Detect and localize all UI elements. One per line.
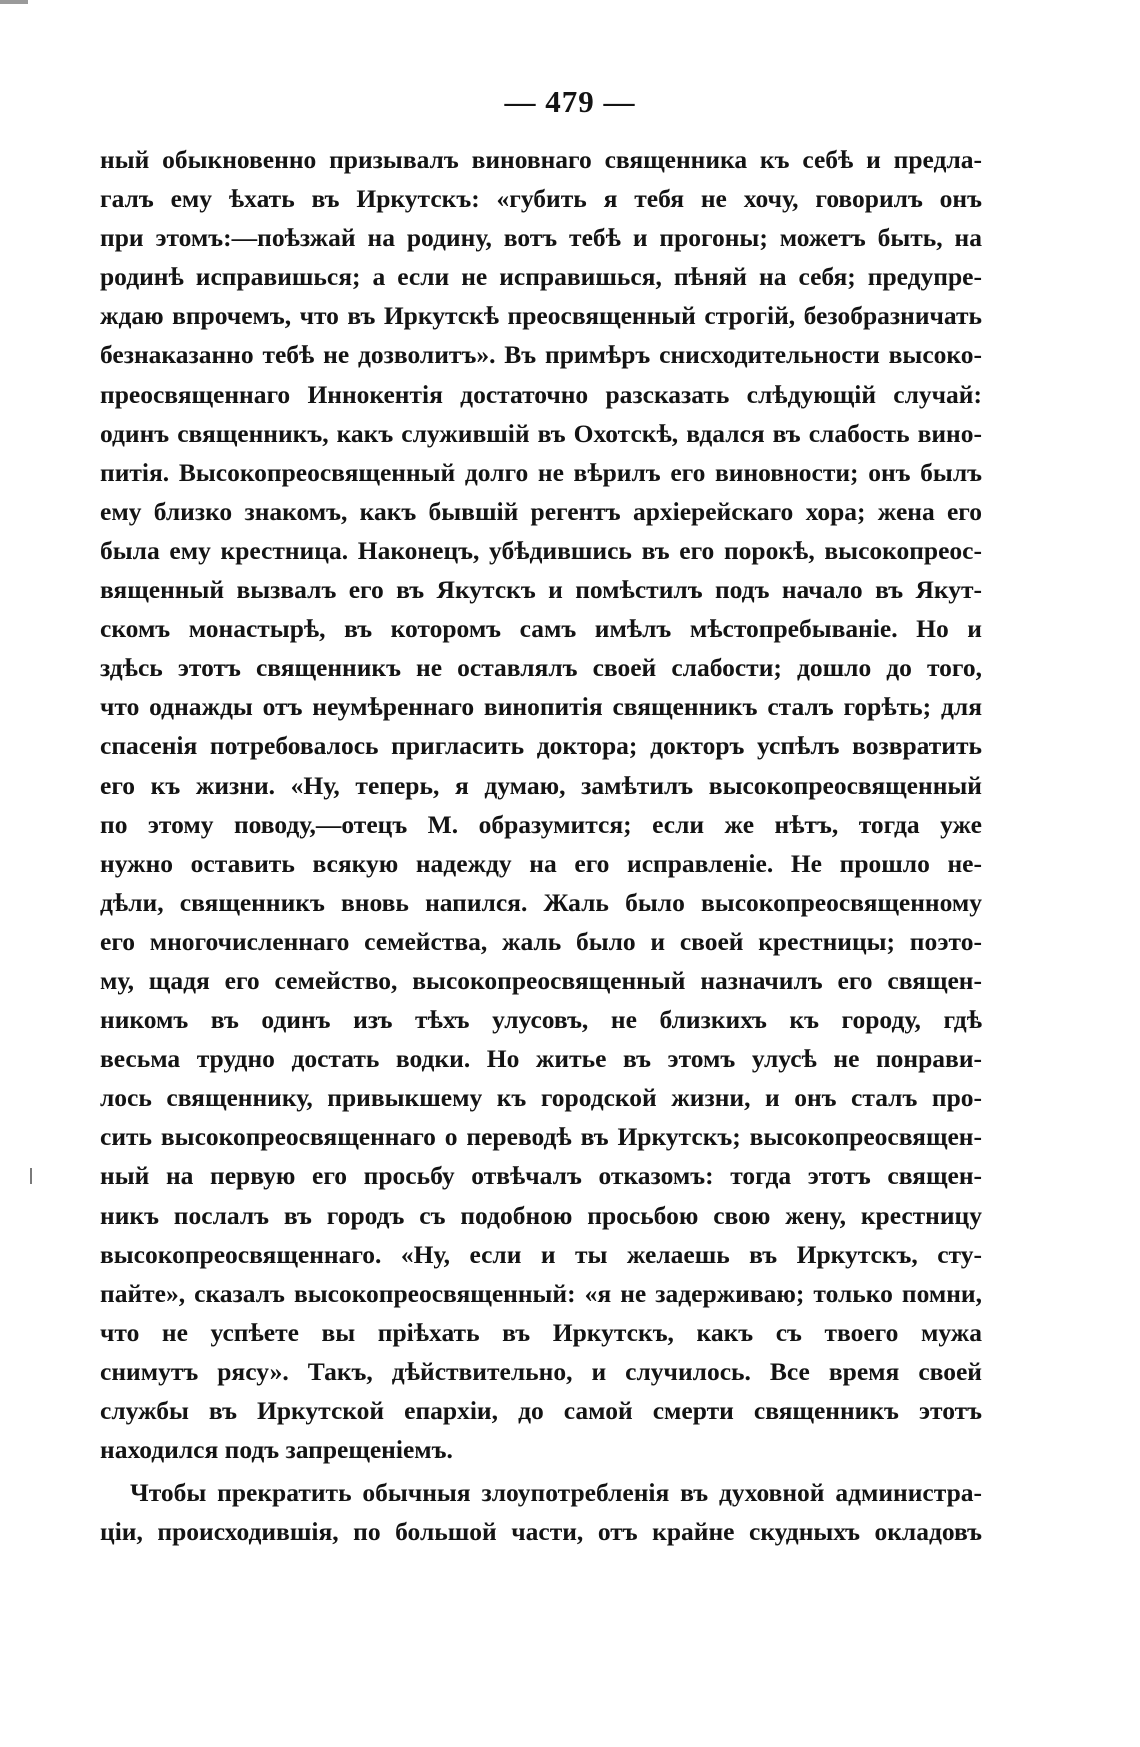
text-line: сить высокопреосвященнаго о переводѣ въ Иркутскъ; высокопреосвящен-	[100, 1122, 982, 1152]
text-line: му, щадя его семейство, высокопреосвященный назначилъ его священ-	[100, 965, 982, 995]
text-line: дѣли, священникъ вновь напился. Жаль было высокопреосвященному	[100, 887, 982, 917]
text-line: нужно оставить всякую надежду на его исправленіе. Не прошло не-	[100, 848, 982, 878]
text-line: при этомъ:—поѣзжай на родину, вотъ тебѣ и прогоны; можетъ быть, на	[100, 223, 982, 253]
text-line: службы въ Иркутской епархіи, до самой смерти священникъ этотъ	[100, 1396, 982, 1425]
text-line: снимутъ рясу». Такъ, дѣйствительно, и случилось. Все время своей	[100, 1356, 982, 1386]
text-line: пайте», сказалъ высокопреосвященный: «я не задерживаю; только помни,	[100, 1278, 982, 1308]
text-line: никъ послалъ въ городъ съ подобною просьбою свою жену, крестницу	[100, 1200, 982, 1230]
text-line: весьма трудно достать водки. Но житье въ этомъ улусѣ не понрави-	[100, 1044, 982, 1074]
text-line: питія. Высокопреосвященный долго не вѣрилъ его виновности; онъ былъ	[100, 457, 982, 487]
text-line: лось священнику, привыкшему къ городской жизни, и онъ сталъ про-	[100, 1083, 982, 1113]
text-line: родинѣ исправишься; а если не исправишься, пѣняй на себя; предупре-	[100, 262, 982, 292]
page-number: — 479 —	[504, 84, 636, 119]
text-line: здѣсь этотъ священникъ не оставлялъ своей слабости; дошло до того,	[100, 653, 982, 683]
text-line: преосвященнаго Иннокентія достаточно разсказать слѣдующій случай:	[100, 379, 982, 409]
text-line: ціи, происходившія, по большой части, отъ крайне скудныхъ окладовъ	[100, 1517, 982, 1547]
page-body-text	[100, 140, 982, 1551]
text-line: ный обыкновенно призывалъ виновнаго священника къ себѣ и предла-	[100, 145, 982, 174]
text-line: что однажды отъ неумѣреннаго винопитія священникъ сталъ горѣть; для	[100, 692, 982, 722]
text-line: безнаказанно тебѣ не дозволитъ». Въ примѣръ снисходительности высоко-	[100, 340, 982, 370]
text-line: спасенія потребовалось пригласить доктора; докторъ успѣлъ возвратить	[100, 731, 982, 761]
text-line: по этому поводу,—отецъ М. образумится; если же нѣтъ, тогда уже	[100, 809, 982, 839]
text-line: высокопреосвященнаго. «Ну, если и ты желаешь въ Иркутскъ, сту-	[100, 1239, 982, 1269]
text-line: вященный вызвалъ его въ Якутскъ и помѣстилъ подъ начало въ Якут-	[100, 575, 982, 605]
text-line: ему близко знакомъ, какъ бывшій регентъ архіерейскаго хора; жена его	[100, 496, 982, 526]
text-line: скомъ монастырѣ, въ которомъ самъ имѣлъ мѣстопребываніе. Но и	[100, 614, 982, 644]
paragraph-end-line: находился подъ запрещеніемъ.	[100, 1435, 453, 1465]
text-line: ный на первую его просьбу отвѣчалъ отказомъ: тогда этотъ священ-	[100, 1161, 982, 1191]
text-line: никомъ въ одинъ изъ тѣхъ улусовъ, не близкихъ къ городу, гдѣ	[100, 1005, 982, 1035]
margin-mark	[30, 1168, 32, 1184]
scan-artifact	[0, 0, 28, 4]
text-line: одинъ священникъ, какъ служившій въ Охотскѣ, вдался въ слабость вино-	[100, 418, 982, 448]
text-line: что не успѣете вы пріѣхать въ Иркутскъ, какъ съ твоего мужа	[100, 1317, 982, 1347]
paragraph-start-line: Чтобы прекратить обычныя злоупотребленія въ духовной администра-	[130, 1478, 982, 1508]
text-line: его многочисленнаго семейства, жаль было и своей крестницы; поэто-	[100, 926, 982, 956]
text-line: его къ жизни. «Ну, теперь, я думаю, замѣтилъ высокопреосвященный	[100, 770, 982, 800]
text-line: ждаю впрочемъ, что въ Иркутскѣ преосвященный строгій, безобразничать	[100, 301, 982, 331]
text-line: галъ ему ѣхать въ Иркутскъ: «губить я тебя не хочу, говорилъ онъ	[100, 184, 982, 214]
text-line: была ему крестница. Наконецъ, убѣдившись въ его порокѣ, высокопреос-	[100, 535, 982, 565]
